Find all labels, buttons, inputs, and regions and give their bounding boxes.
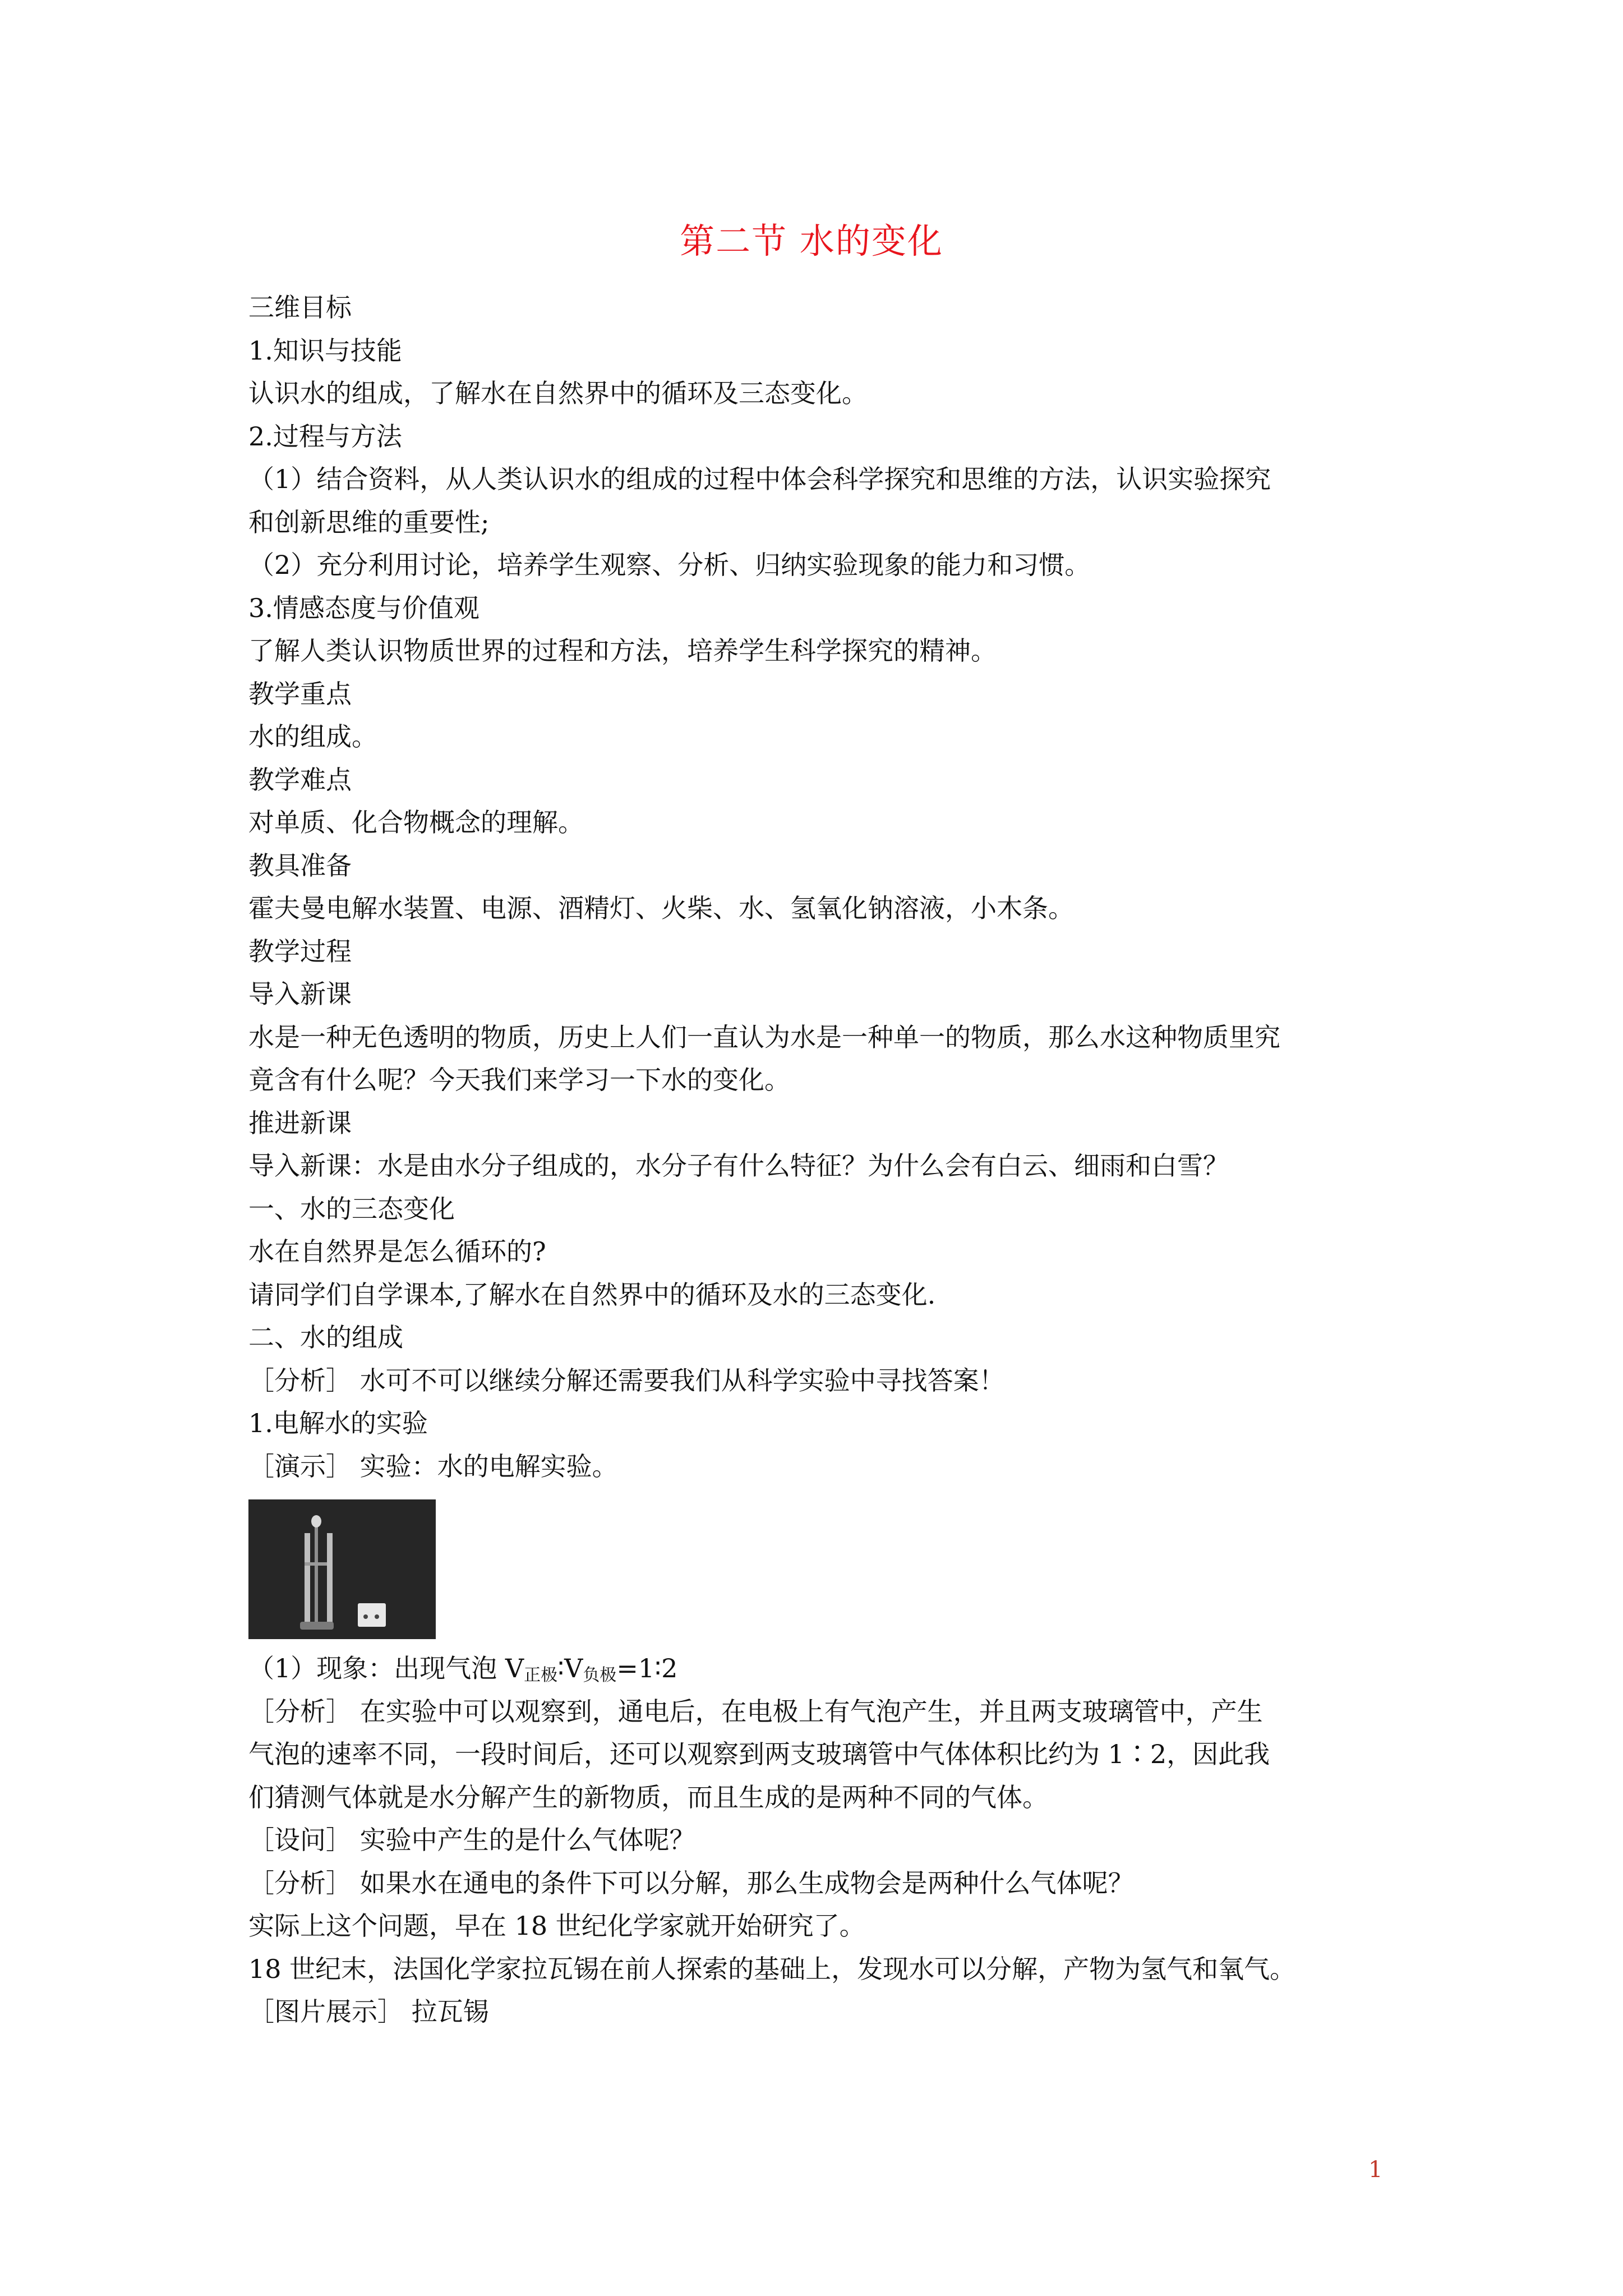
text-line: ［分析］ 如果水在通电的条件下可以分解，那么生成物会是两种什么气体呢？: [248, 1867, 1134, 1898]
text-line: 一、水的三态变化: [248, 1193, 455, 1224]
text-line: 对单质、化合物概念的理解。: [248, 807, 584, 838]
text-line: 教学重点: [248, 678, 352, 709]
reservoir-bulb: [311, 1515, 321, 1527]
glass-tube-left: [305, 1533, 310, 1626]
ratio-value: =1∶2: [616, 1653, 678, 1683]
text-line: 3.情感态度与价值观: [248, 592, 479, 623]
text-line: 三维目标: [248, 292, 352, 323]
text-line: 水在自然界是怎么循环的?: [248, 1236, 546, 1267]
text-line: （2）充分利用讨论，培养学生观察、分析、归纳实验现象的能力和习惯。: [248, 550, 1091, 580]
text-line: 教学难点: [248, 764, 352, 795]
text-line: 二、水的组成: [248, 1322, 403, 1352]
text-line: 推进新课: [248, 1107, 352, 1138]
subscript-negative: 负极: [583, 1665, 617, 1685]
text-line: 请同学们自学课本,了解水在自然界中的循环及水的三态变化.: [248, 1279, 936, 1310]
text-line: 霍夫曼电解水装置、电源、酒精灯、火柴、水、氢氧化钠溶液，小木条。: [248, 893, 1074, 923]
text-line: 认识水的组成，了解水在自然界中的循环及三态变化。: [248, 378, 868, 408]
text-line: ［设问］ 实验中产生的是什么气体呢？: [248, 1825, 695, 1855]
text-line: 竟含有什么呢？今天我们来学习一下水的变化。: [248, 1065, 790, 1095]
text-line: ［分析］ 水可不可以继续分解还需要我们从科学实验中寻找答案！: [248, 1365, 1005, 1396]
text-line: 教学过程: [248, 936, 352, 967]
subscript-positive: 正极: [524, 1665, 558, 1685]
document-body: [248, 286, 1404, 2033]
text-line-phenomenon: [248, 1647, 1404, 1690]
clamp-bar: [305, 1562, 327, 1566]
page-number: 1: [1368, 2157, 1383, 2183]
text-line: 导入新课: [248, 979, 352, 1009]
power-knob: [375, 1614, 379, 1619]
apparatus-base: [300, 1622, 334, 1630]
text-line: 教具准备: [248, 850, 352, 881]
text-line: 和创新思维的重要性;: [248, 507, 490, 537]
text-line: 18 世纪末，法国化学家拉瓦锡在前人探索的基础上，发现水可以分解，产物为氢气和氧气。: [248, 1953, 1296, 1984]
text-line: 导入新课：水是由水分子组成的，水分子有什么特征？为什么会有白云、细雨和白雪？: [248, 1151, 1229, 1181]
text-line: 水是一种无色透明的物质，历史上人们一直认为水是一种单一的物质，那么水这种物质里究: [248, 1022, 1280, 1052]
apparatus-stand: [315, 1522, 318, 1628]
text-line: ［图片展示］ 拉瓦锡: [248, 1996, 489, 2027]
text-line: 水的组成。: [248, 721, 377, 752]
power-knob: [363, 1614, 368, 1619]
text-line: ［演示］ 实验：水的电解实验。: [248, 1451, 618, 1481]
text-line: 了解人类认识物质世界的过程和方法，培养学生科学探究的精神。: [248, 636, 997, 666]
text-line: 1.知识与技能: [248, 335, 402, 366]
text-line: 气泡的速率不同，一段时间后，还可以观察到两支玻璃管中气体体积比约为 1∶2，因此我: [248, 1739, 1270, 1769]
power-supply: [358, 1603, 386, 1627]
glass-tube-right: [327, 1533, 333, 1626]
electrolysis-apparatus-photo: [248, 1499, 436, 1639]
text-line: 1.电解水的实验: [248, 1408, 428, 1438]
text-line: 们猜测气体就是水分解产生的新物质，而且生成的是两种不同的气体。: [248, 1782, 1048, 1812]
text-line: ［分析］ 在实验中可以观察到，通电后，在电极上有气泡产生，并且两支玻璃管中，产生: [248, 1696, 1263, 1727]
text-line: （1）结合资料，从人类认识水的组成的过程中体会科学探究和思维的方法，认识实验探究: [248, 464, 1271, 494]
document-title: 第二节 水的变化: [680, 220, 943, 261]
phenomenon-text: （1）现象：出现气泡 V: [248, 1653, 524, 1683]
ratio-colon: ∶V: [557, 1653, 583, 1683]
text-line: 实际上这个问题，早在 18 世纪化学家就开始研究了。: [248, 1911, 865, 1941]
text-line: 2.过程与方法: [248, 421, 402, 452]
